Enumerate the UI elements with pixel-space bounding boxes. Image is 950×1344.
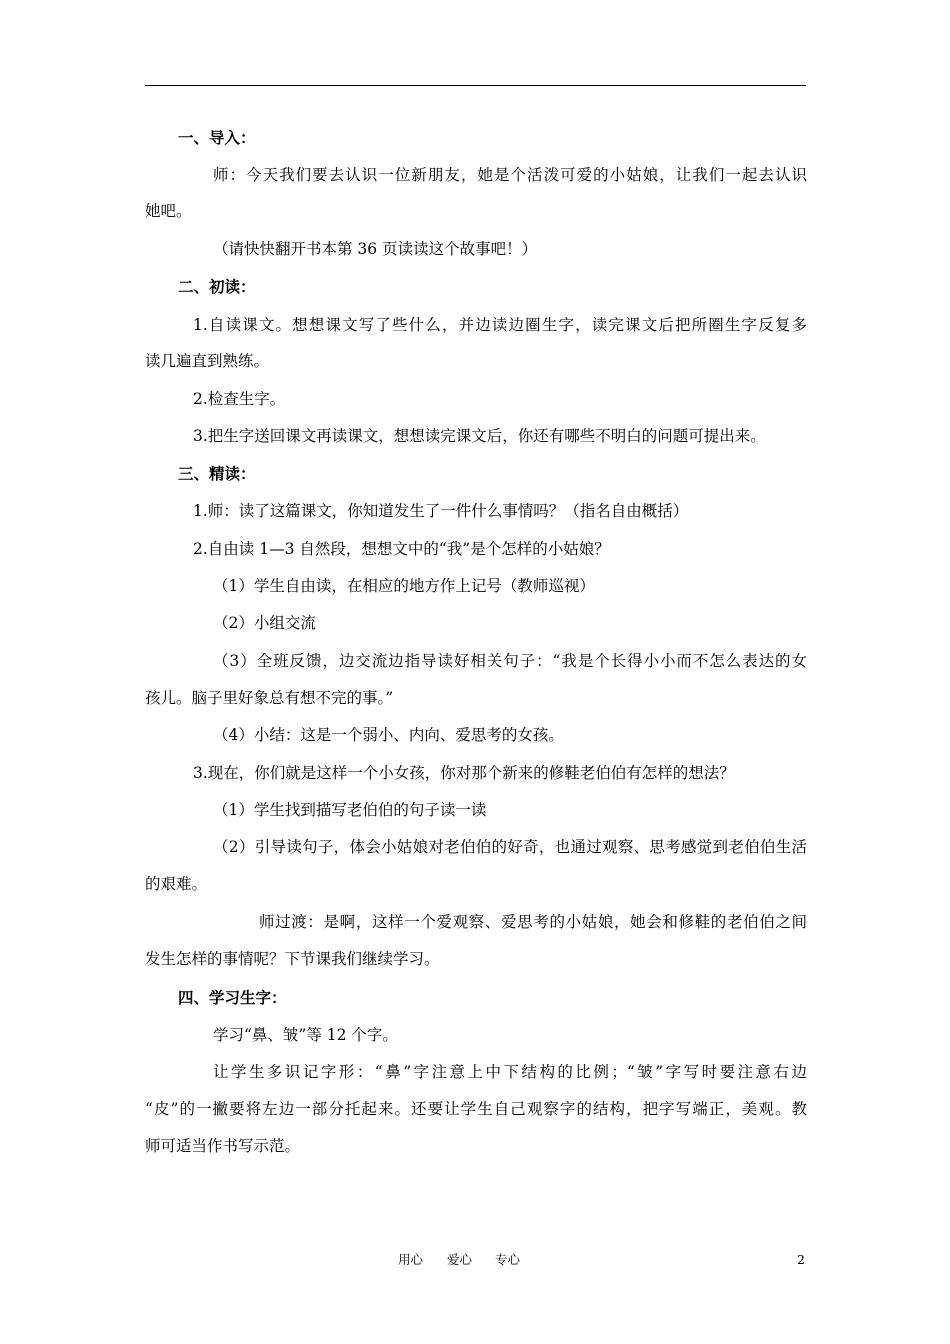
paragraph-cont: 她吧。 — [145, 202, 192, 220]
list-item: 3.把生字送回课文再读课文，想想读完课文后，你还有哪些不明白的问题可提出来。 — [193, 427, 766, 445]
list-item: 2.检查生字。 — [193, 390, 286, 408]
page-number: 2 — [797, 1252, 805, 1267]
paragraph-cont: 师可适当作书写示范。 — [145, 1137, 301, 1155]
section-heading-close-read: 三、精读： — [178, 464, 256, 483]
section-heading-first-read: 二、初读： — [178, 277, 256, 296]
sub-item-cont: 的艰难。 — [145, 875, 208, 893]
sub-item: （4）小结：这是一个弱小、内向、爱思考的女孩。 — [213, 726, 564, 744]
section-heading-learn-chars: 四、学习生字： — [178, 988, 287, 1007]
footer-motto-3: 专心 — [495, 1252, 521, 1267]
sub-item: （1）学生找到描写老伯伯的句子读一读 — [213, 801, 487, 819]
footer-motto-1: 用心 — [398, 1252, 424, 1267]
paragraph: 师：今天我们要去认识一位新朋友，她是个活泼可爱的小姑娘，让我们一起去认识 — [213, 166, 807, 184]
sub-item: （1）学生自由读，在相应的地方作上记号（教师巡视） — [213, 577, 595, 595]
list-item: 1.师：读了这篇课文，你知道发生了一件什么事情吗？（指名自由概括） — [193, 502, 689, 520]
sub-item: （2）小组交流 — [213, 614, 316, 632]
sub-item-cont: 孩儿。脑子里好象总有想不完的事。” — [145, 689, 394, 707]
transition-paragraph-cont: 发生怎样的事情呢？下节课我们继续学习。 — [145, 950, 440, 968]
footer-motto-2: 爱心 — [447, 1252, 473, 1267]
header-rule — [145, 85, 806, 86]
sub-item: （3）全班反馈，边交流边指导读好相关句子：“我是个长得小小而不怎么表达的女 — [213, 652, 807, 670]
section-heading-intro: 一、导入： — [178, 128, 256, 147]
paragraph: （请快快翻开书本第 36 页读读这个故事吧！） — [213, 240, 538, 258]
list-item-cont: 读几遍直到熟练。 — [145, 352, 270, 370]
list-item: 2.自由读 1—3 自然段，想想文中的“我”是个怎样的小姑娘？ — [193, 540, 610, 558]
transition-paragraph: 师过渡：是啊，这样一个爱观察、爱思考的小姑娘，她会和修鞋的老伯伯之间 — [259, 913, 807, 931]
paragraph: 学习“鼻、皱”等 12 个字。 — [213, 1026, 398, 1044]
paragraph-cont: “皮”的一撇要将左边一部分托起来。还要让学生自己观察字的结构，把字写端正，美观。教 — [145, 1100, 807, 1118]
list-item: 3.现在，你们就是这样一个小女孩，你对那个新来的修鞋老伯伯有怎样的想法？ — [193, 764, 735, 782]
sub-item: （2）引导读句子，体会小姑娘对老伯伯的好奇，也通过观察、思考感觉到老伯伯生活 — [213, 838, 807, 856]
paragraph: 让学生多识记字形：“鼻”字注意上中下结构的比例；“皱”字写时要注意右边 — [213, 1063, 807, 1081]
list-item: 1.自读课文。想想课文写了些什么，并边读边圈生字，读完课文后把所圈生字反复多 — [193, 316, 807, 334]
